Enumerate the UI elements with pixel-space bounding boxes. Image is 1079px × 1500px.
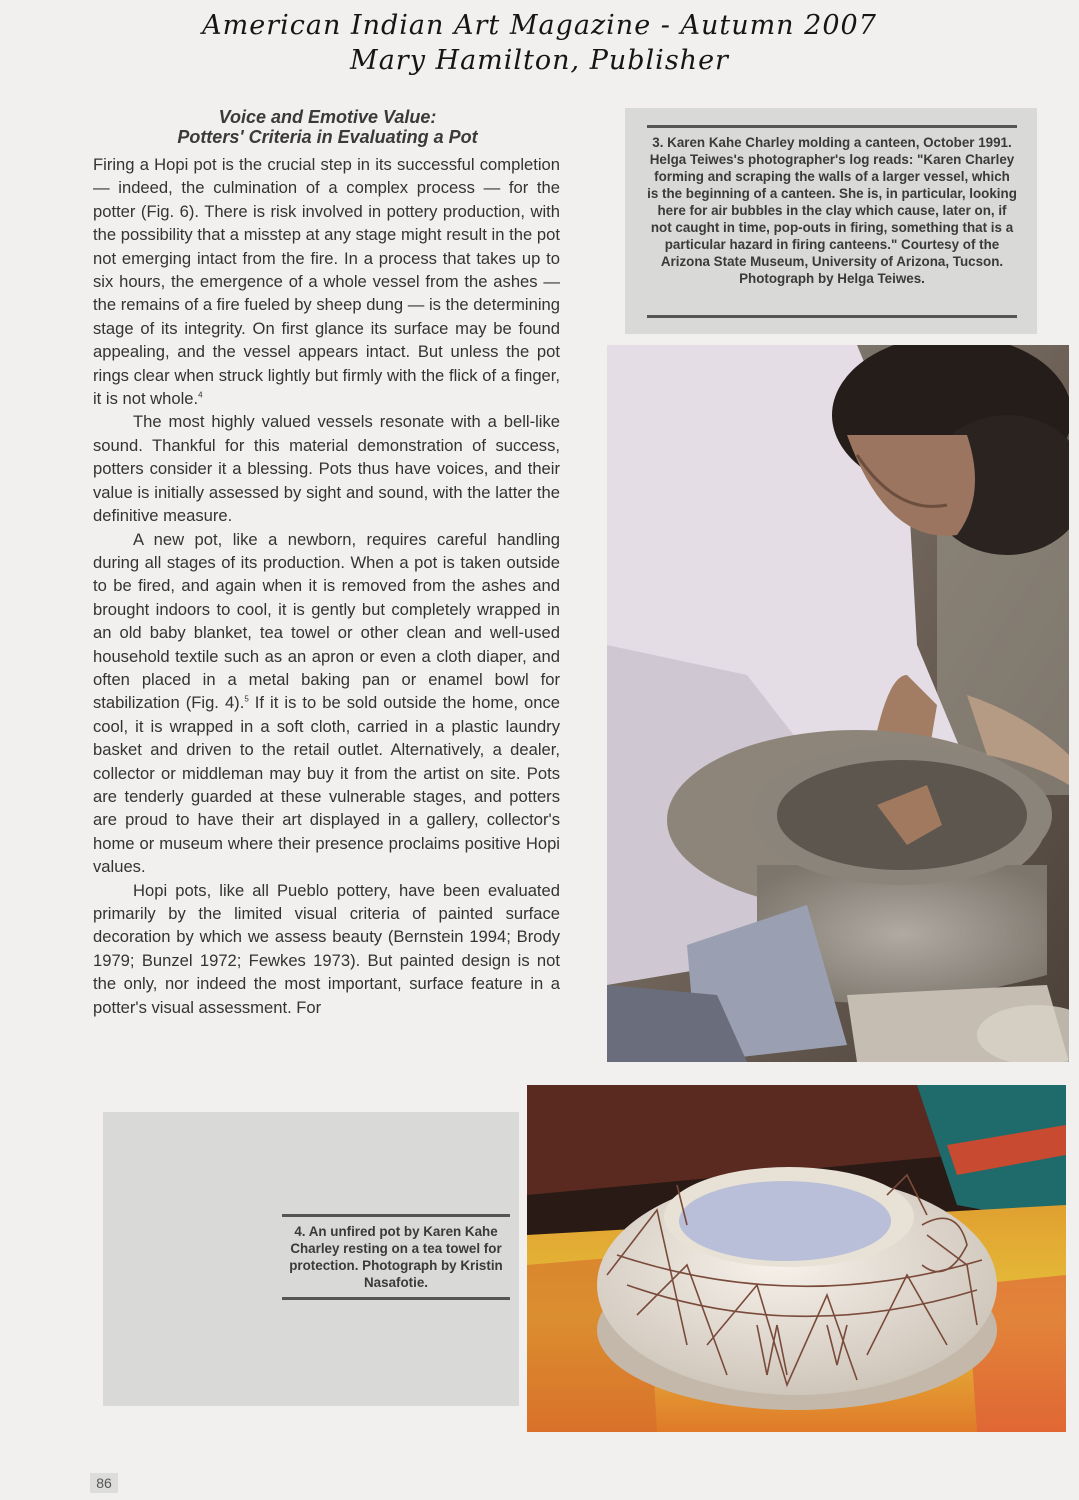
caption-rule-top [647, 125, 1017, 128]
paragraph-1 [93, 153, 560, 410]
page-number: 86 [90, 1473, 118, 1493]
article-body [93, 153, 560, 1019]
magazine-header-line1: American Indian Art Magazine - Autumn 2007 [202, 10, 877, 41]
paragraph-1-text: Firing a Hopi pot is the crucial step in its successful completion — indeed, the culmination of a complex process — for the potter (Fig. 6). There is risk involved in pottery production, with the possibility that a misstep at any stage might result in the pot not emerging intact from the fire. In a process that takes up to six hours, the emergence of a whole vessel from the ashes — the remains of a fire fueled by sheep dung — is the determining stage of its integrity. On first glance its surface may be found appealing, and the vessel appears intact. But unless the pot rings clear when struck lightly but firmly with the flick of a finger, it is not whole. [93, 155, 560, 409]
figure-3-caption: 3. Karen Kahe Charley molding a canteen, October 1991. Helga Teiwes's photographer's log reads: "Karen Charley forming and scraping the walls of a larger vessel, which is the beginning of a canteen. She is, in particular, looking here for air bubbles in the clay which cause, later on, if not caught in time, pop-outs in firing, something that is a particular hazard in firing canteens." Courtesy of the Arizona State Museum, University of Arizona, Tucson. Photograph by Helga Teiwes. [647, 135, 1017, 286]
figure-3-photo-potter-molding [607, 345, 1069, 1062]
article-title-line1: Voice and Emotive Value: [218, 107, 437, 127]
caption-rule-top [282, 1214, 510, 1217]
paragraph-3 [93, 528, 560, 879]
caption-rule-bottom [282, 1297, 510, 1300]
paragraph-2: The most highly valued vessels resonate with a bell-like sound. Thankful for this material demonstration of success, potters consider it a blessing. Pots thus have voices, and their value is initially assessed by sight and sound, with the latter the definitive measure. [93, 412, 560, 526]
figure-3-caption-box [625, 108, 1037, 334]
footnote-marker: 4 [198, 390, 203, 400]
footnote-marker: 5 [244, 694, 249, 704]
paragraph-4: Hopi pots, like all Pueblo pottery, have been evaluated primarily by the limited visual criteria of painted surface decoration by which we assess beauty (Bernstein 1994; Brody 1979; Bunzel 1972; Fewkes 1973). But painted design is not the only, nor indeed the most important, surface feature in a potter's visual assessment. For [93, 880, 560, 1017]
figure-4-caption-box [103, 1112, 519, 1406]
figure-4-photo-unfired-pot [527, 1085, 1066, 1432]
article-title-line2: Potters' Criteria in Evaluating a Pot [177, 127, 478, 147]
paragraph-3-text-b: If it is to be sold outside the home, once cool, it is wrapped in a soft cloth, carried in a plastic laundry basket and driven to the retail outlet. Alternatively, a dealer, collector or middleman may buy it from the artist on site. Pots are tenderly guarded at these vulnerable stages, and potters are proud to have their art displayed in a gallery, collector's home or museum where their presence proclaims positive Hopi values. [93, 693, 560, 877]
magazine-header-line2: Mary Hamilton, Publisher [350, 45, 729, 76]
caption-rule-bottom [647, 315, 1017, 318]
figure-4-caption: 4. An unfired pot by Karen Kahe Charley resting on a tea towel for protection. Photograph by Kristin Nasafotie. [289, 1224, 503, 1290]
paragraph-3-text-a: A new pot, like a newborn, requires careful handling during all stages of its production. When a pot is taken outside to be fired, and again when it is removed from the ashes and brought indoors to cool, it is gently but completely wrapped in an old baby blanket, tea towel or other clean and well-used household textile such as an apron or even a cloth diaper, and often placed in a metal baking pan or enamel bowl for stabilization (Fig. 4). [93, 529, 560, 713]
